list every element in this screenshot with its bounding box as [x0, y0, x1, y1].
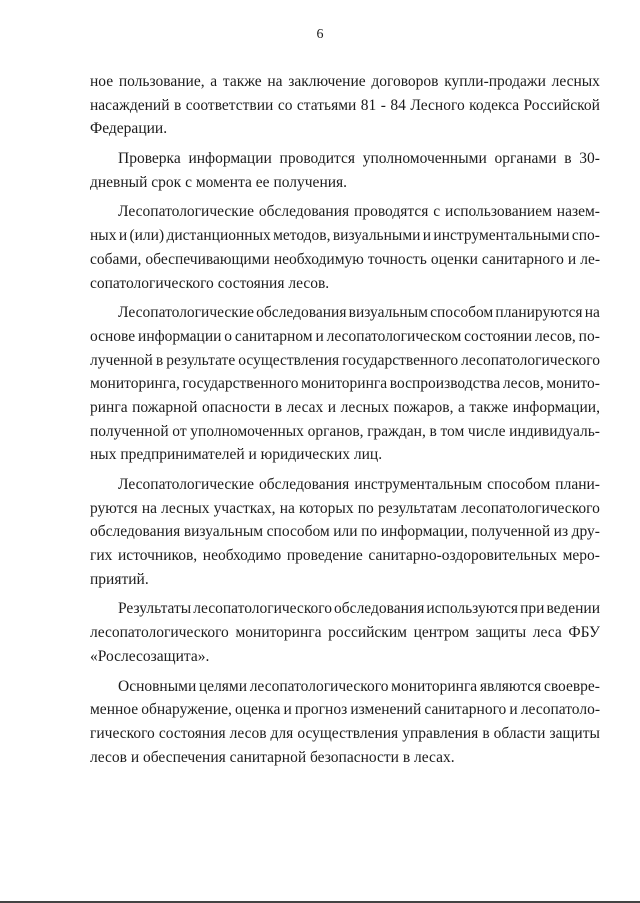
text-line: Лесопатологические обследования проводятся с использованием назем- — [118, 203, 600, 221]
text-line: менное обнаружение, оценка и прогноз изменений санитарного и лесопатоло- — [90, 701, 600, 719]
text-line: ное пользование, а также на заключение договоров купли-продажи лесных — [90, 73, 600, 90]
text-line: обследования визуальным способом или по информации, полученной из дру- — [90, 523, 600, 541]
text-line: лесов и обеспечения санитарной безопасности в лесах. — [90, 748, 455, 766]
text-line: ных и (или) дистанционных методов, визуальными и инструментальными спо- — [90, 227, 600, 245]
text-line: полученной от уполномоченных органов, граждан, в том числе индивидуаль- — [90, 422, 600, 440]
text-line: собами, обеспечивающими необходимую точность оценки санитарного и ле- — [90, 250, 600, 268]
text-line: ных предпринимателей и юридических лиц. — [90, 446, 383, 464]
text-line: приятий. — [90, 570, 149, 588]
text-line: Лесопатологические обследования инструментальным способом плани- — [118, 476, 600, 493]
text-line: Федерации. — [90, 120, 168, 138]
text-line: ринга пожарной опасности в лесах и лесных пожаров, а также информации, — [90, 398, 600, 416]
text-line: сопатологического состояния лесов. — [90, 274, 330, 292]
text-line: лученной в результате осуществления государственного лесопатологического — [90, 351, 600, 369]
text-line: дневный срок с момента ее получения. — [90, 173, 348, 191]
text-line: лесопатологического мониторинга российским центром защиты леса ФБУ — [90, 624, 600, 642]
paragraph — [90, 675, 600, 770]
text-line: руются на лесных участках, на которых по результатам лесопатологического — [90, 499, 600, 517]
text-line: Основными целями лесопатологического мониторинга являются своевре- — [118, 677, 600, 695]
paragraph — [90, 301, 600, 467]
document-body — [90, 70, 600, 769]
paragraph — [90, 147, 600, 194]
text-line: «Рослесозащита». — [90, 647, 210, 665]
text-line: Лесопатологические обследования визуальным способом планируются на — [118, 304, 600, 322]
paragraph — [90, 200, 600, 295]
text-line: Проверка информации проводится уполномоченными органами в 30- — [118, 150, 600, 168]
text-line: мониторинга, государственного мониторинга воспроизводства лесов, монито- — [90, 375, 600, 393]
text-line: гического состояния лесов для осуществления управления в области защиты — [90, 724, 600, 742]
paragraph — [90, 597, 600, 668]
text-line: основе информации о санитарном и лесопатологическом состоянии лесов, по- — [90, 327, 600, 345]
paragraph — [90, 473, 600, 591]
text-line: насаждений в соответствии со статьями 81 - 84 Лесного кодекса Российской — [90, 96, 600, 114]
page-number: 6 — [316, 27, 324, 42]
paragraph — [90, 70, 600, 141]
text-line: Результаты лесопатологического обследования используются при ведении — [118, 600, 600, 618]
text-line: гих источников, необходимо проведение санитарно-оздоровительных меро- — [90, 547, 600, 565]
